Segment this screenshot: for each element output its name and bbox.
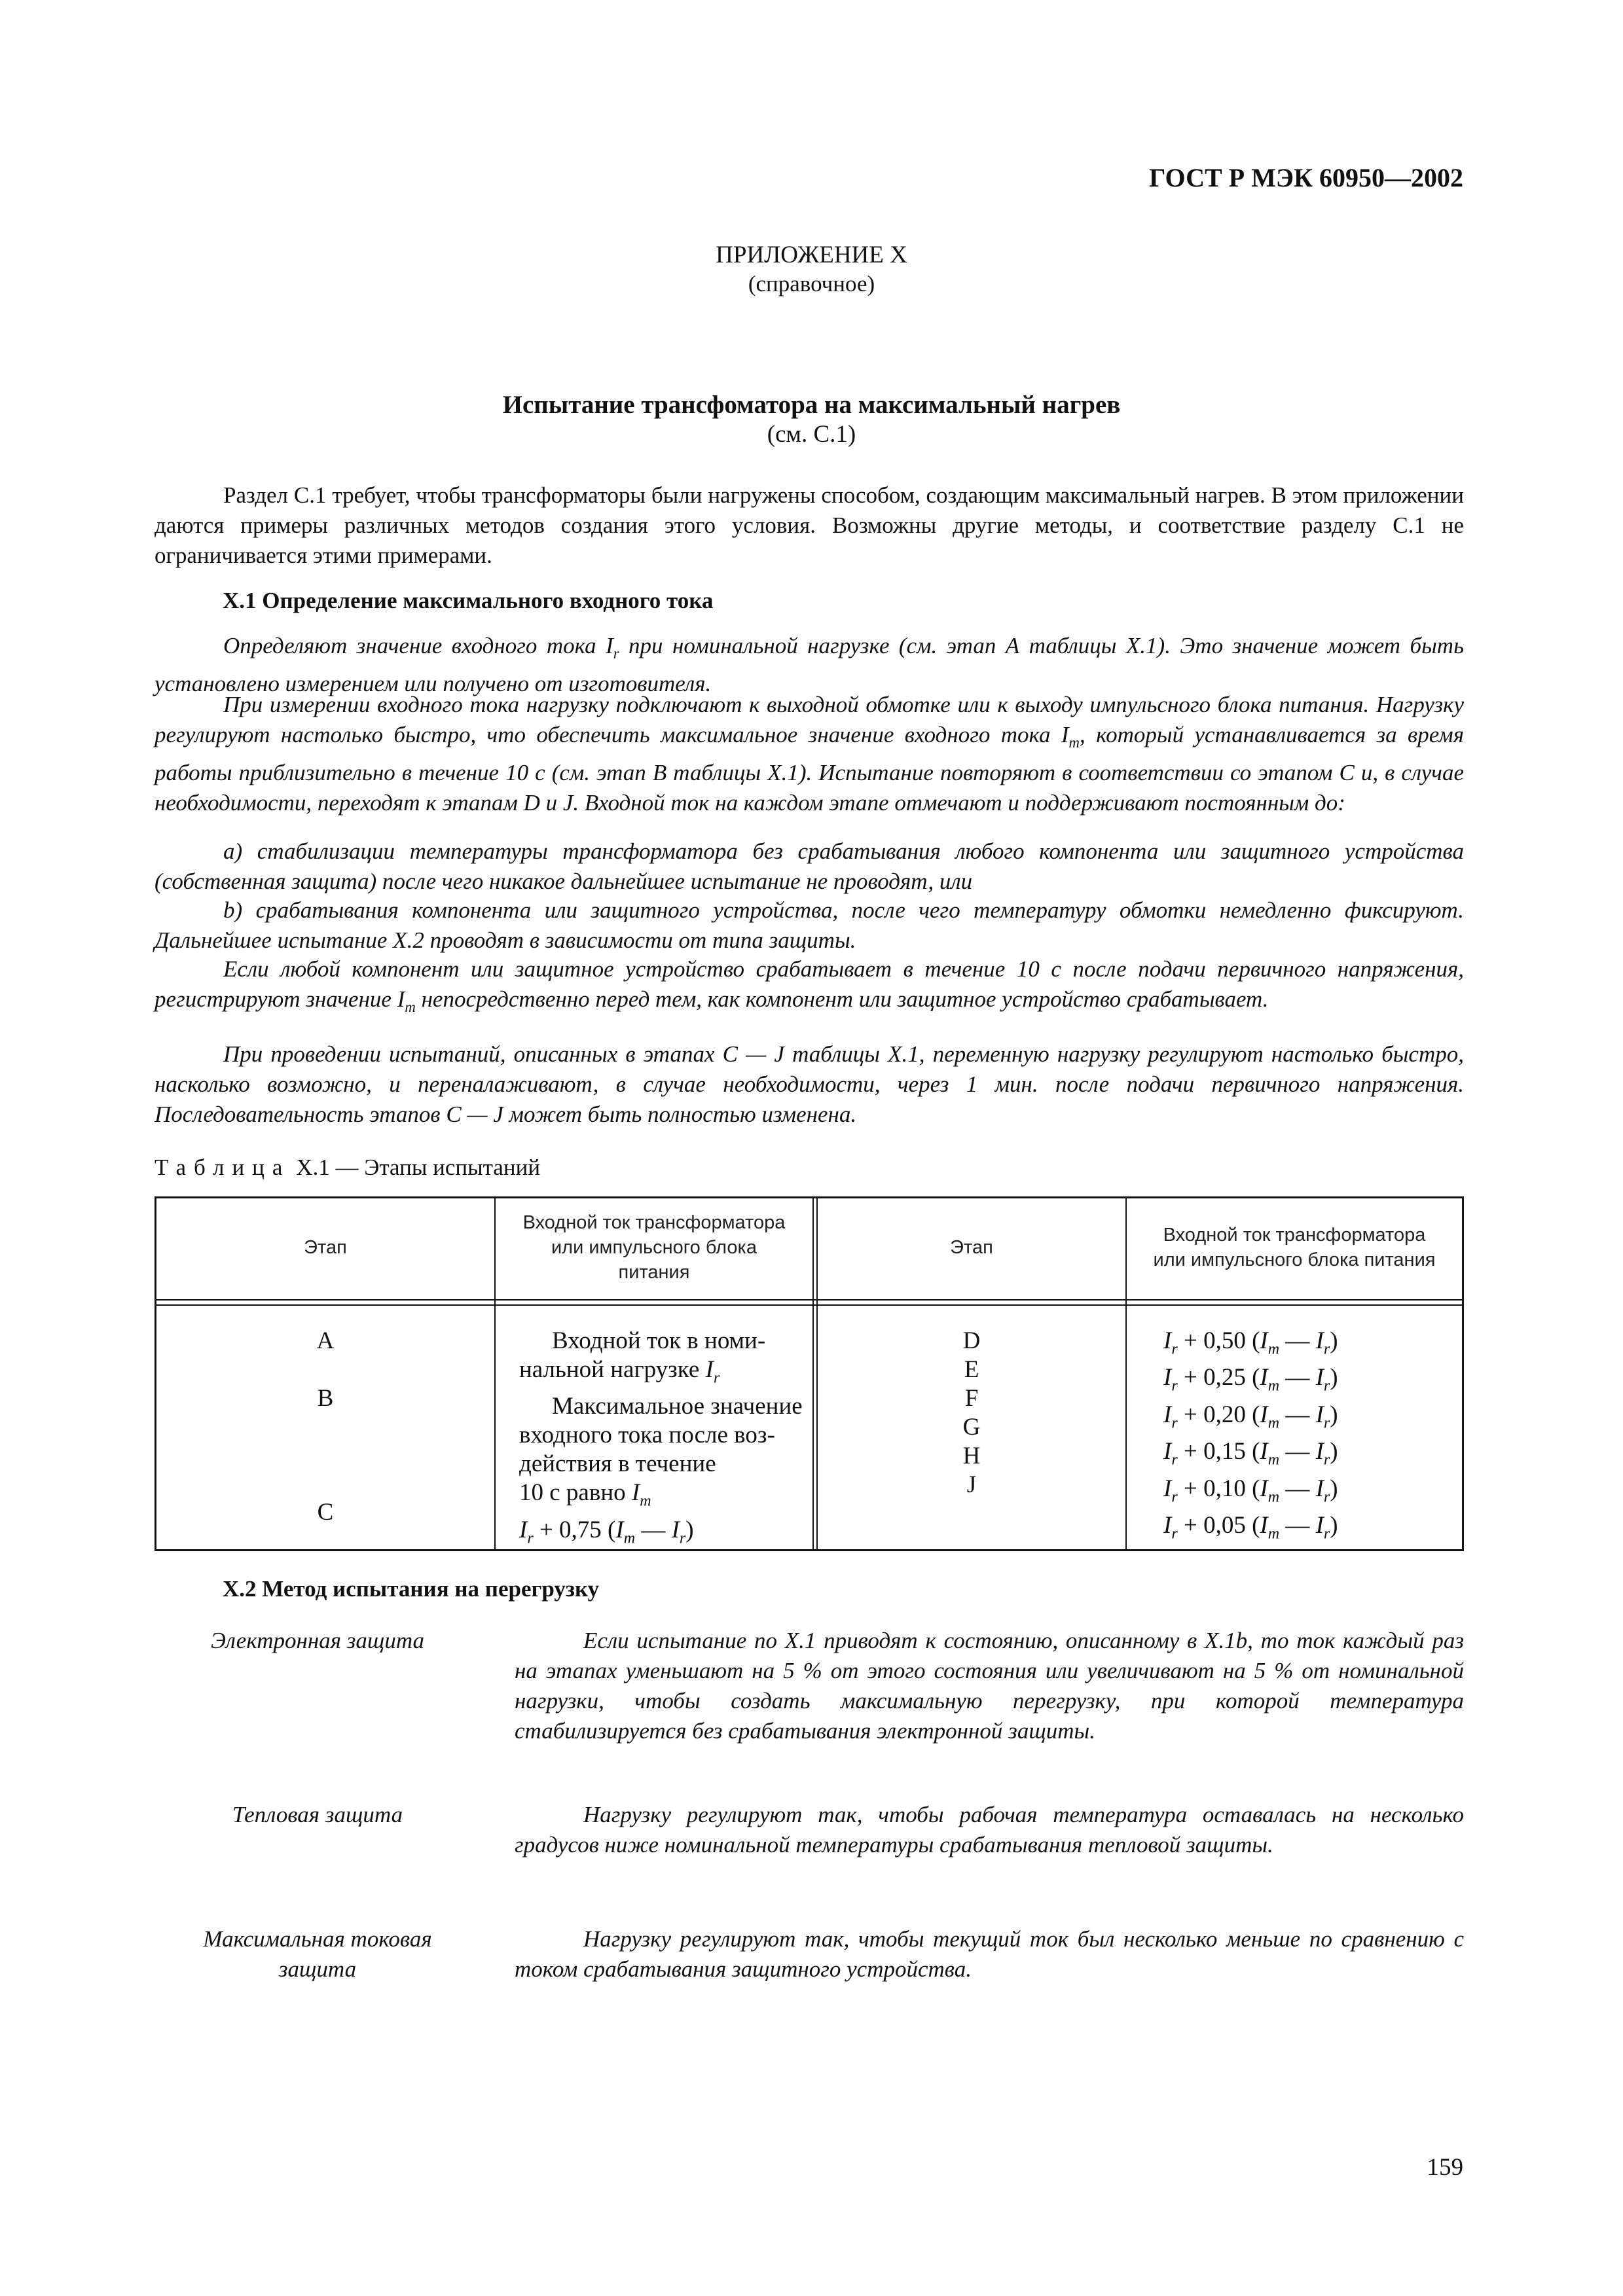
paragraph-x1-2 [155, 690, 1464, 818]
table-cell-stage: H [962, 1443, 981, 1469]
column-divider [812, 1198, 814, 1549]
table-cell-value: $I_r + 0,20$ ($I_m$ — $I_r$) [1163, 1401, 1338, 1432]
table-cell-stage: B [317, 1385, 334, 1412]
table-cell-stage: J [966, 1471, 977, 1498]
table-line: входного тока после воз- [519, 1422, 775, 1449]
text-fragment: Если любой компонент или защитное устройство срабатывает в течение 10 с после подачи первичного напряжения, регистрируют значение [155, 956, 1464, 1012]
table-cell-value: $I_r + 0,10$ ($I_m$ — $I_r$) [1163, 1475, 1338, 1505]
symbol-i-r: $I_r$ [606, 633, 619, 662]
column-header-stage: Этап [304, 1237, 347, 1258]
column-header-current: Входной ток трансформатора или импульсного блока питания [1153, 1225, 1436, 1270]
protection-text-thermal: Нагрузку регулируют так, чтобы рабочая температура оставалась на несколько градусов ниже номинальной температуры срабатывания тепловой защиты. [515, 1802, 1464, 1857]
table-column-stages-right [818, 1327, 1125, 1499]
table-cell-stage: C [317, 1499, 334, 1526]
section-heading-x2: X.2 Метод испытания на перегрузку [223, 1576, 600, 1602]
table-cell-stage: E [964, 1356, 979, 1383]
protection-label-thermal: Тепловая защита [232, 1802, 403, 1827]
table-line: 10 с равно $I_m$ [519, 1479, 651, 1510]
main-title: Испытание трансфоматора на максимальный нагрев [502, 391, 1121, 419]
header-divider [156, 1304, 1462, 1306]
protection-text-electronic: Если испытание по X.1 приводят к состоянию, описанному в X.1b, то ток каждый раз на этапах уменьшают на 5 % от этого состояния или увеличивают на 5 % от номинальной нагрузки, чтобы создать максимальную перегрузку, при которой температура стабилизируется без срабатывания электронной защиты. [515, 1628, 1464, 1744]
header-divider [156, 1299, 1462, 1300]
table-cell-value: $I_r + 0,15$ ($I_m$ — $I_r$) [1163, 1438, 1338, 1469]
table-cell-stage: A [316, 1327, 335, 1354]
protection-text-overcurrent: Нагрузку регулируют так, чтобы текущий ток был несколько меньше по сравнению с током срабатывания защитного устройства. [515, 1926, 1464, 1982]
stages-table [155, 1196, 1464, 1551]
annex-subtitle: (справочное) [748, 271, 875, 296]
paragraph-x1-d: При проведении испытаний, описанных в этапах С — J таблицы X.1, переменную нагрузку регулируют настолько быстро, насколько возможно, и переналаживают, в случае необходимости, через 1 мин. после подачи первичного напряжения. Последовательность этапов С — J может быть полностью изменена. [155, 1041, 1464, 1127]
text-fragment: При измерении входного тока нагрузку подключают к выходной обмотке или к выходу импульсного блока питания. Нагрузку регулируют настолько быстро, что обеспечить максимальное значение входного тока [155, 692, 1464, 747]
symbol-i-m: $I_m$ [397, 986, 416, 1015]
table-cell-stage: D [962, 1327, 981, 1354]
table-cell-value: $I_r + 0,05$ ($I_m$ — $I_r$) [1163, 1511, 1338, 1543]
table-cell-value: $I_r + 0,25$ ($I_m$ — $I_r$) [1163, 1364, 1338, 1395]
table-line: Максимальное значение [552, 1393, 803, 1420]
section-heading-x1: X.1 Определение максимального входного тока [223, 588, 714, 613]
protection-label-overcurrent: Максимальная токовая защита [203, 1926, 432, 1982]
text-fragment: Определяют значение входного тока [223, 633, 606, 658]
table-column-values-right [1163, 1327, 1338, 1548]
symbol-i-m: $I_m$ [1061, 722, 1080, 751]
protection-label-electronic: Электронная защита [210, 1628, 425, 1653]
paragraph-x1-c [155, 954, 1464, 1022]
document-code: ГОСТ Р МЭК 60950—2002 [1149, 163, 1463, 192]
table-caption: Таблица X.1 — Этапы испытаний [155, 1155, 541, 1180]
column-header-current: Входной ток трансформатора или импульсного блока питания [522, 1212, 786, 1283]
table-cell-value: $I_r + 0,50$ ($I_m$ — $I_r$) [1163, 1327, 1338, 1358]
table-cell-stage: G [962, 1414, 981, 1441]
table-line: нальной нагрузке $I_r$ [519, 1356, 720, 1387]
column-header-stage: Этап [950, 1237, 993, 1258]
table-line: действия в течение [519, 1450, 716, 1478]
table-line: Входной ток в номи- [552, 1327, 766, 1354]
text-fragment: , который устанавливается за время работы приблизительно в течение 10 с (см. этап В таблицы X.1). Испытание повторяют в соответствии со этапом С и, в случае необходимости, переходят к этапам D и J. Входной ток на каждом этапе отмечают и поддерживают постоянным до: [155, 722, 1464, 816]
paragraph-x1-1 [155, 631, 1464, 699]
table-cell-stage: F [964, 1385, 979, 1412]
paragraph-x1-a: а) стабилизации температуры трансформатора без срабатывания любого компонента или защитного устройства (собственная защита) после чего никакое дальнейшее испытание не проводят, или [155, 838, 1464, 894]
intro-paragraph: Раздел С.1 требует, чтобы трансформаторы были нагружены способом, создающим максимальный нагрев. В этом приложении даются примеры различных методов создания этого условия. Возможны другие методы, и соответствие разделу С.1 не ограничивается этими примерами. [155, 482, 1464, 568]
main-title-reference: (см. С.1) [767, 421, 856, 448]
text-fragment: при номинальной нагрузке (см. этап А таблицы X.1). Это значение может быть установлено измерением или получено от изготовителя. [155, 633, 1464, 696]
table-cell-value [519, 1327, 803, 1552]
annex-title: ПРИЛОЖЕНИЕ X [716, 242, 907, 268]
table-line: $I_r + 0,75$ ($I_m$ — $I_r$) [519, 1516, 694, 1547]
page-number: 159 [1427, 2154, 1463, 2181]
text-fragment: непосредственно перед тем, как компонент или защитное устройство срабатывает. [415, 986, 1269, 1012]
paragraph-x1-b: b) срабатывания компонента или защитного устройства, после чего температуру обмотки немедленно фиксируют. Дальнейшее испытание X.2 проводят в зависимости от типа защиты. [155, 897, 1464, 953]
